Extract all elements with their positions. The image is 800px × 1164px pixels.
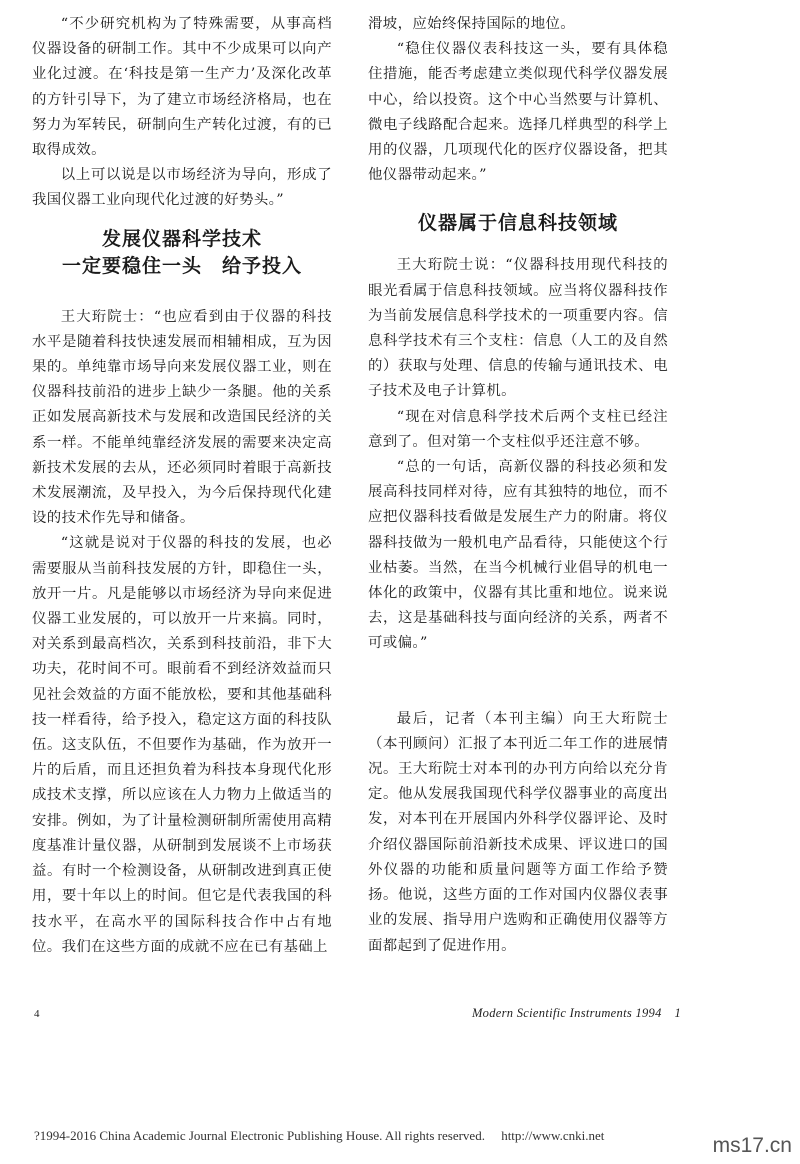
body-paragraph: “总的一句话，高新仪器的科技必须和发展高科技同样对待，应有其独特的地位，而不应把仪器科技看做是发展生产力的附庸。将仪器科技做为一般机电产品看待，只能使这个行业枯萎。当然，在当今机械行业倡导的机电一体化的政策中，仪器有其比重和地位。说来说去，这是基础科技与面向经济的关系，两者不可或偏。” [368,459,668,652]
right-column [368,12,668,959]
body-paragraph: “这就是说对于仪器的科技的发展，也必需要服从当前科技发展的方针，即稳住一头，放开一片。凡是能够以市场经济为导向来促进仪器工业发展的，可以放开一片来搞。同时，对关系到最高档次，关系到科技前沿，非下大功夫，花时间不可。眼前看不到经济效益而只见社会效益的方面不能放松，要和其他基础科技一样看待，给予投入，稳定这方面的科技队伍。这支队伍，不但要作为基础，作为放开一片的后盾，而且还担负着为科技本身现代化形成技术支撑，所以应该在人力物力上做适当的安排。例如，为了计量检测研制所需使用高精度基准计量仪器，从研制到发展谈不上市场获益。有时一个检测设备，从研制改进到真正使用，要十年以上的时间。但它是代表我国的科技水平，在高水平的国际科技合作中占有地位。我们在这些方面的成就不应在已有基础上 [32,535,332,955]
left-column [32,12,332,960]
body-paragraph: 以上可以说是以市场经济为导向，形成了我国仪器工业向现代化过渡的好势头。” [32,167,332,209]
paragraph-gap [368,657,668,707]
journal-name: Modern Scientific Instruments 1994 1 [471,1006,681,1020]
section-heading-line2: 一定要稳住一头 给予投入 [61,254,302,277]
journal-footer [472,1003,681,1021]
body-paragraph: “不少研究机构为了特殊需要，从事高档仪器设备的研制工作。其中不少成果可以向产业化过渡。在‘科技是第一生产力’及深化改革的方针引导下，为了建立市场经济格局，也在努力为军转民，研制向生产转化过渡，有的已取得成效。 [32,16,332,159]
site-watermark: ms17.cn [712,1134,792,1157]
page-number: 4 [34,1008,40,1020]
body-paragraph: 王大珩院士说：“仪器科技用现代科技的眼光看属于信息科技领域。应当将仪器科技作为当前发展信息科学技术的一项重要内容。信息科学技术有三个支柱：信息（人工的及自然的）获取与处理、信息的传输与通讯技术、电子技术及电子计算机。 [368,257,668,400]
closing-paragraph: 最后，记者（本刊主编）向王大珩院士（本刊顾问）汇报了本刊近二年工作的进展情况。王大珩院士对本刊的办刊方向给以充分肯定。他从发展我国现代科学仪器事业的高度出发，对本刊在开展国内外科学仪器评论、及时介绍仪器国际前沿新技术成果、评议进口的国外仪器的功能和质量问题等方面工作给予赞扬。他说，这些方面的工作对国内仪器仪表事业的发展、指导用户选购和正确使用仪器等方面都起到了促进作用。 [368,710,668,954]
section-heading: 仪器属于信息科技领域 [417,212,618,235]
body-paragraph: 滑坡，应始终保持国际的地位。 [368,16,576,32]
body-paragraph: 王大珩院士：“也应看到由于仪器的科技水平是随着科技快速发展而相辅相成，互为因果的。单纯靠市场导向来发展仪器工业，则在仪器科技前沿的进步上缺少一条腿。他的关系正如发展高新技术与发展和改造国民经济的关系一样。不能单纯靠经济发展的需要来决定高新技术发展的去从，还必须同时着眼于高新技术发展潮流，及早投入，为今后保持现代化建设的技术作先导和储备。 [32,308,332,527]
section-heading [32,226,332,280]
section-heading-line1: 发展仪器科学技术 [101,227,262,250]
body-paragraph: “现在对信息科学技术后两个支柱已经注意到了。但对第一个支柱似乎还注意不够。 [368,408,668,450]
body-paragraph: “稳住仪器仪表科技这一头，要有具体稳住措施，能否考虑建立类似现代科学仪器发展中心，给以投资。这个中心当然要与计算机、微电子线路配合起来。选择几样典型的科学上用的仪器，几项现代化的医疗仪器设备，把其他仪器带动起来。” [368,41,668,184]
copyright-notice: ?1994-2016 China Academic Journal Electronic Publishing House. All rights reserved. http://www.cnki.net [34,1128,605,1143]
